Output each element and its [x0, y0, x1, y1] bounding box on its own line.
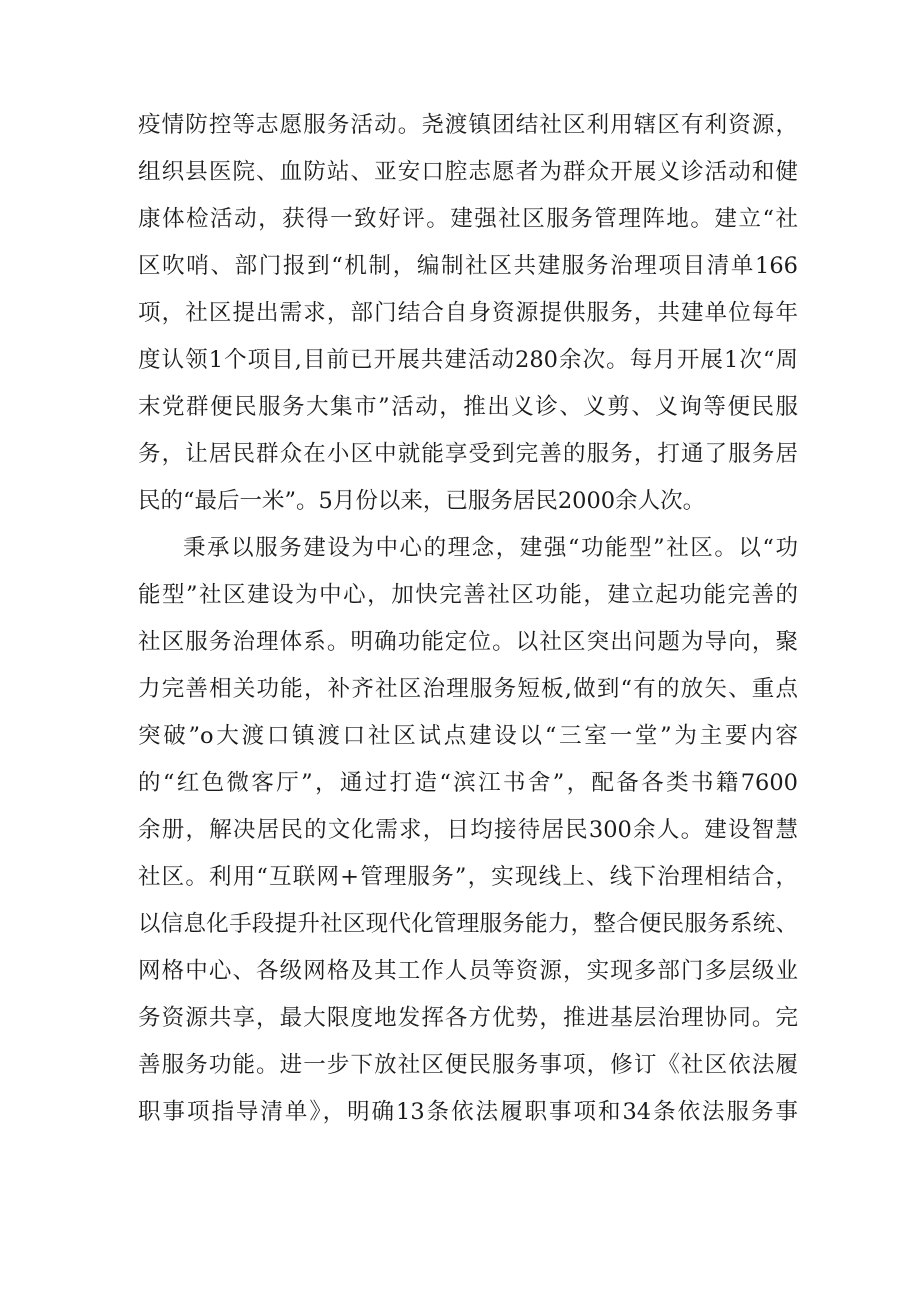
paragraph-2-line-1: 秉承以服务建设为中心的理念，建强“功能型”社区。以“功 [183, 535, 798, 561]
text-line-20: 务资源共享，最大限度地发挥各方优势，推进基层治理协同。完 [138, 1005, 798, 1031]
text-line-15: 的“红色微客厅”，通过打造“滨江书舍”，配备各类书籍7600 [138, 770, 798, 796]
text-line-19: 网格中心、各级网格及其工作人员等资源，实现多部门多层级业 [138, 958, 798, 984]
text-line-7: 末党群便民服务大集市”活动，推出义诊、义剪、义询等便民服 [138, 394, 798, 420]
text-line-5: 项，社区提出需求，部门结合自身资源提供服务，共建单位每年 [138, 300, 798, 326]
text-line-1: 疫情防控等志愿服务活动。尧渡镇团结社区利用辖区有利资源， [138, 112, 798, 138]
text-line-14: 突破”o大渡口镇渡口社区试点建设以“三室一堂”为主要内容 [138, 723, 798, 749]
text-line-12: 社区服务治理体系。明确功能定位。以社区突出问题为导向，聚 [138, 629, 798, 655]
text-line-11: 能型”社区建设为中心，加快完善社区功能，建立起功能完善的 [138, 582, 798, 608]
text-line-16: 余册，解决居民的文化需求，日均接待居民300余人。建设智慧 [138, 817, 798, 843]
text-line-3: 康体检活动，获得一致好评。建强社区服务管理阵地。建立“社 [138, 206, 798, 232]
text-line-2: 组织县医院、血防站、亚安口腔志愿者为群众开展义诊活动和健 [138, 159, 798, 185]
text-line-13: 力完善相关功能，补齐社区治理服务短板,做到“有的放矢、重点 [138, 676, 798, 702]
text-line-17: 社区。利用“互联网+管理服务”，实现线上、线下治理相结合， [138, 864, 798, 890]
text-line-4: 区吹哨、部门报到“机制，编制社区共建服务治理项目清单166 [138, 253, 798, 279]
text-line-9: 民的“最后一米”。5月份以来，已服务居民2000余人次。 [138, 488, 706, 514]
text-line-22: 职事项指导清单》，明确13条依法履职事项和34条依法服务事 [138, 1099, 798, 1125]
text-line-6: 度认领1个项目,目前已开展共建活动280余次。每月开展1次“周 [138, 347, 798, 373]
text-line-18: 以信息化手段提升社区现代化管理服务能力，整合便民服务系统、 [138, 911, 798, 937]
text-line-8: 务，让居民群众在小区中就能享受到完善的服务，打通了服务居 [138, 441, 798, 467]
text-line-21: 善服务功能。进一步下放社区便民服务事项，修订《社区依法履 [138, 1052, 798, 1078]
